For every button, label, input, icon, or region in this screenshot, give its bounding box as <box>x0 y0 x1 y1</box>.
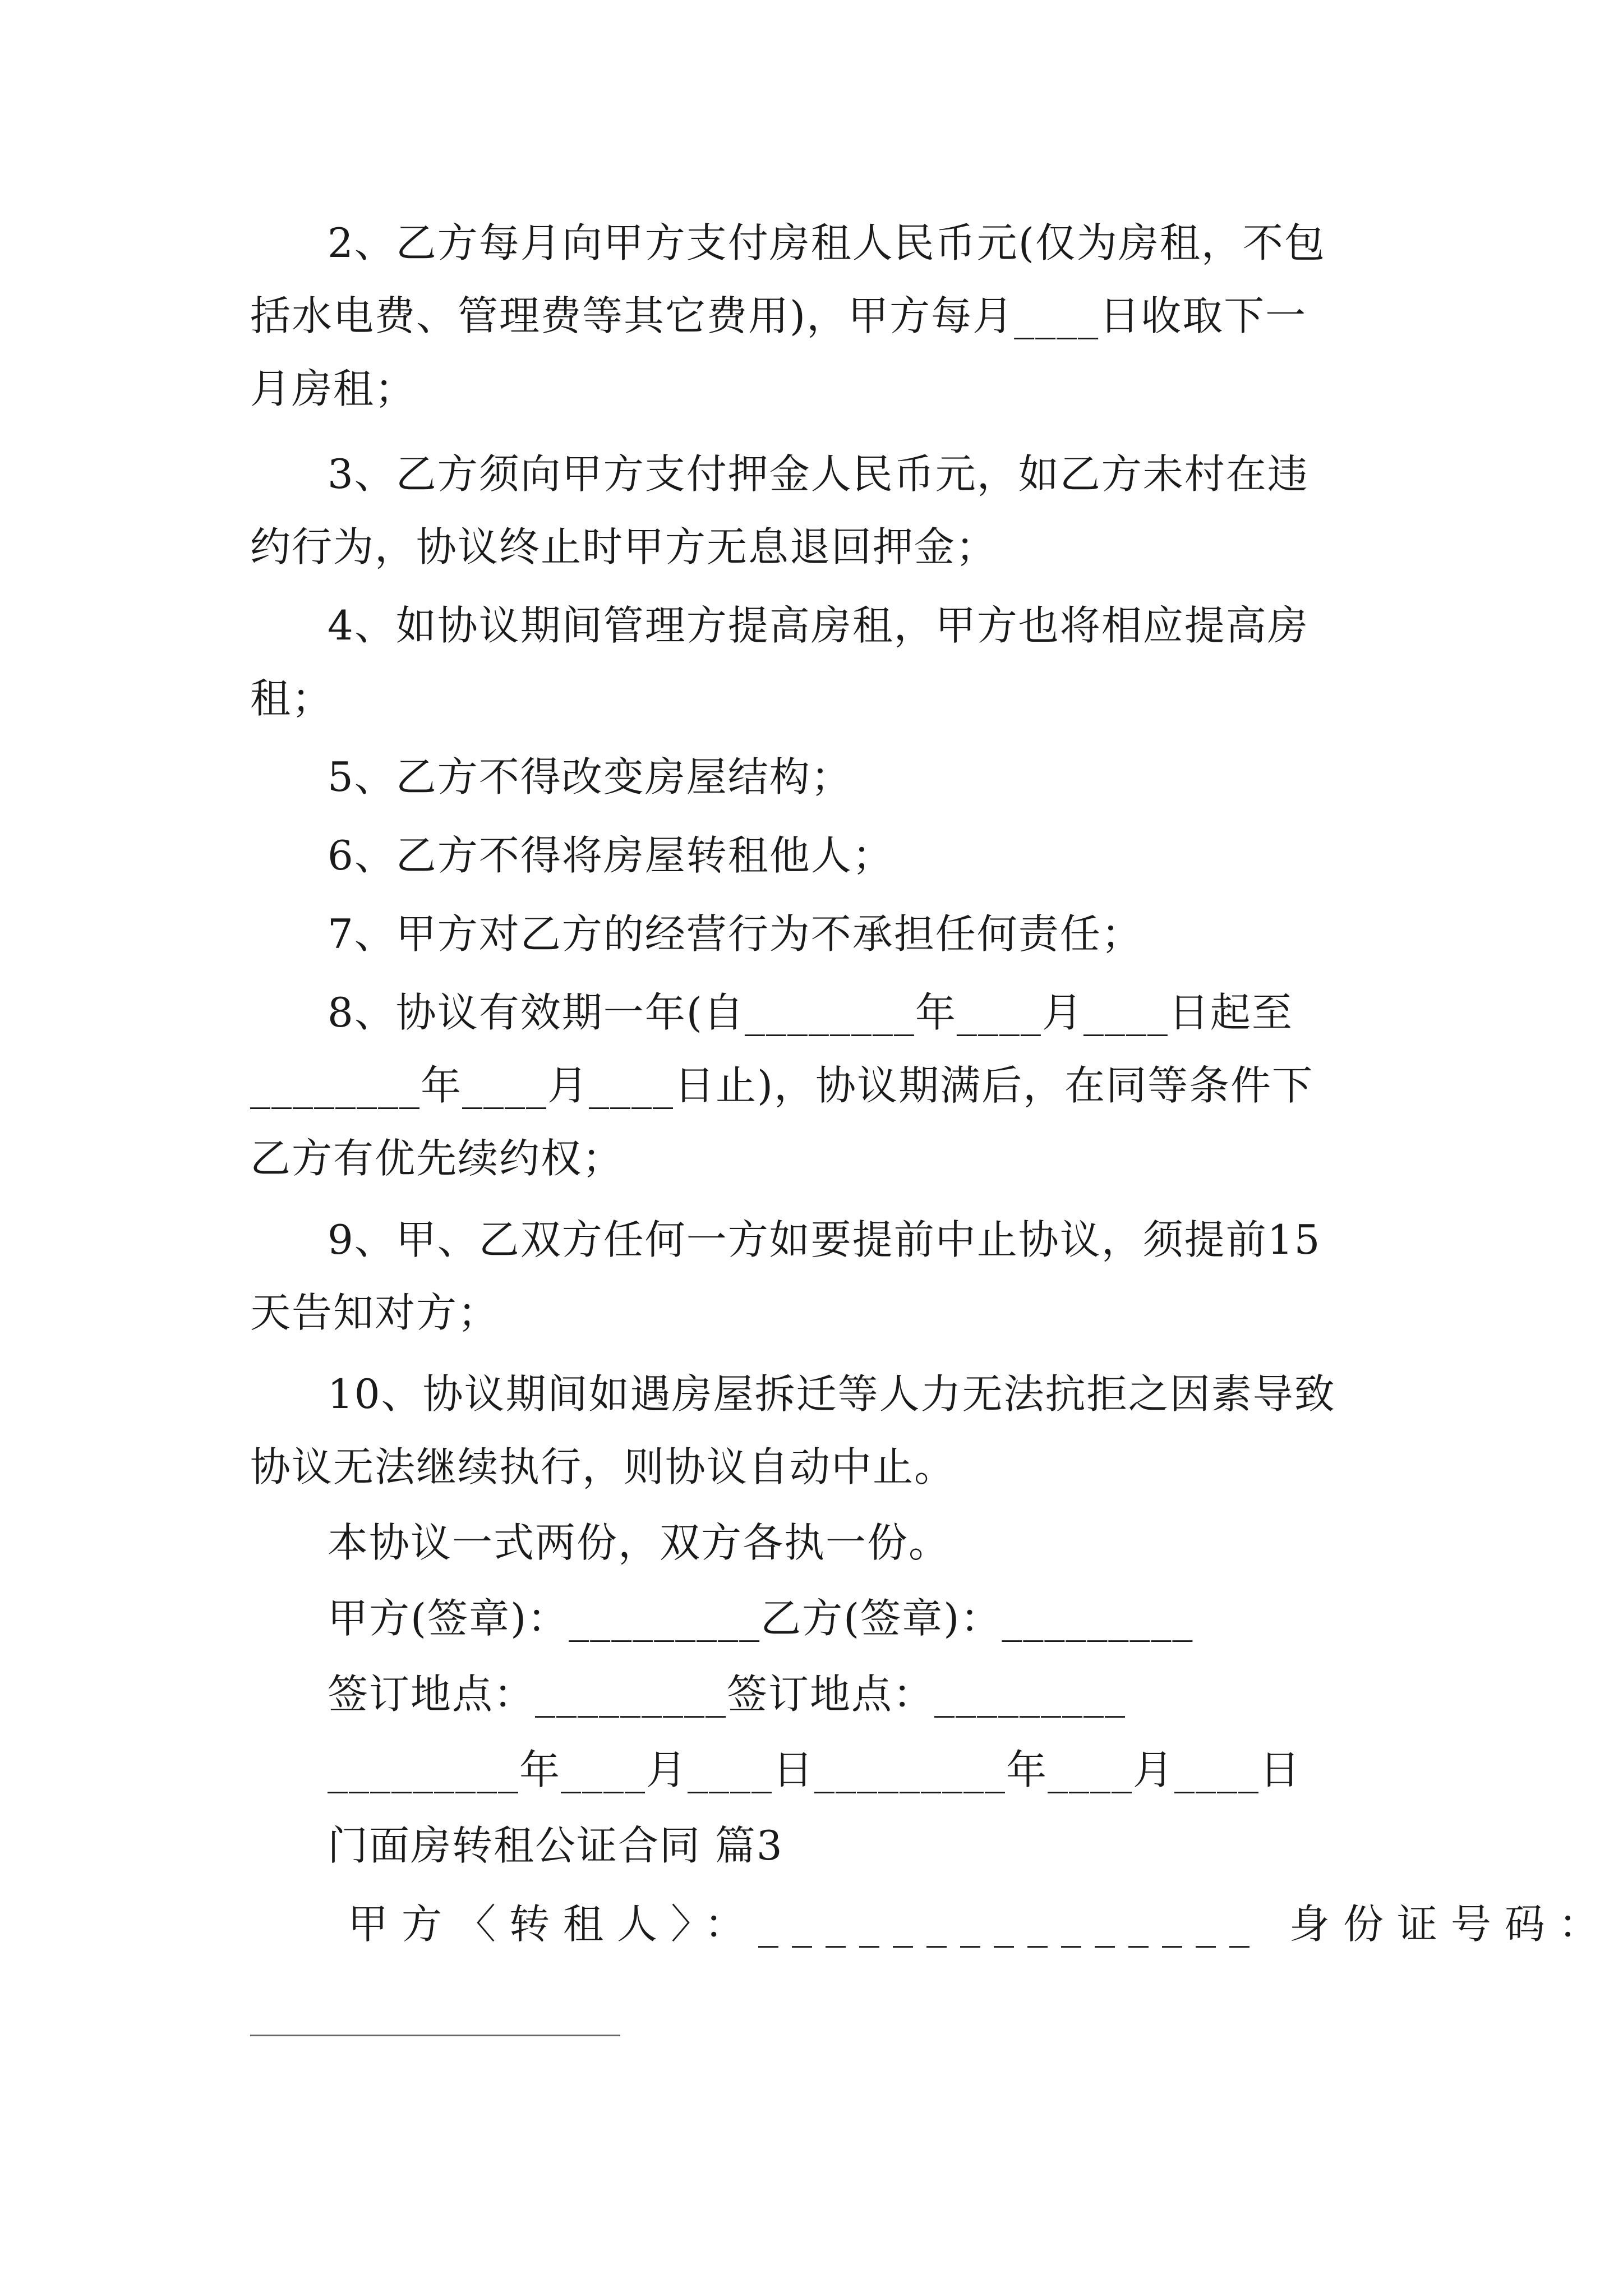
signature-line-party: 甲方(签章)：_________乙方(签章)：_________ <box>328 1595 1194 1642</box>
paragraph-line: 10、协议期间如遇房屋拆迁等人力无法抗拒之因素导致 <box>328 1370 1336 1418</box>
paragraph-line: 6、乙方不得将房屋转租他人； <box>328 832 894 879</box>
party-a-line: 甲方〈转租人〉：_______________ 身份证号码： <box>348 1901 1612 1948</box>
paragraph-line: 本协议一式两份，双方各执一份。 <box>328 1519 951 1566</box>
paragraph-line: 3、乙方须向甲方支付押金人民币元，如乙方未村在违 <box>328 450 1309 498</box>
paragraph-line: 8、协议有效期一年(自________年____月____日起至 <box>328 989 1293 1036</box>
signature-line-place: 签订地点：_________签订地点：_________ <box>328 1671 1127 1718</box>
paragraph-line: 括水电费、管理费等其它费用)，甲方每月____日收取下一 <box>250 292 1307 339</box>
paragraph-line: 月房租； <box>250 365 417 412</box>
paragraph-line: 4、如协议期间管理方提高房租，甲方也将相应提高房 <box>328 602 1309 649</box>
paragraph-line: 5、乙方不得改变房屋结构； <box>328 753 852 800</box>
paragraph-line: ________年____月____日止)，协议期满后，在同等条件下 <box>250 1062 1314 1109</box>
paragraph-line: 9、甲、乙双方任何一方如要提前中止协议，须提前15 <box>328 1216 1321 1263</box>
signature-line-date: _________年____月____日_________年____月____日 <box>328 1746 1301 1793</box>
paragraph-line: 2、乙方每月向甲方支付房租人民币元(仅为房租，不包 <box>328 219 1326 266</box>
paragraph-line: 乙方有优先续约权； <box>250 1135 624 1182</box>
paragraph-line: 协议无法继续执行，则协议自动中止。 <box>250 1443 956 1490</box>
paragraph-line: 7、甲方对乙方的经营行为不承担任何责任； <box>328 910 1143 958</box>
paragraph-line: 约行为，协议终止时甲方无息退回押金； <box>250 523 998 570</box>
paragraph-line: 租； <box>250 675 334 722</box>
section-heading: 门面房转租公证合同 篇3 <box>328 1822 783 1869</box>
blank-underline <box>250 2035 620 2036</box>
paragraph-line: 天告知对方； <box>250 1289 500 1336</box>
